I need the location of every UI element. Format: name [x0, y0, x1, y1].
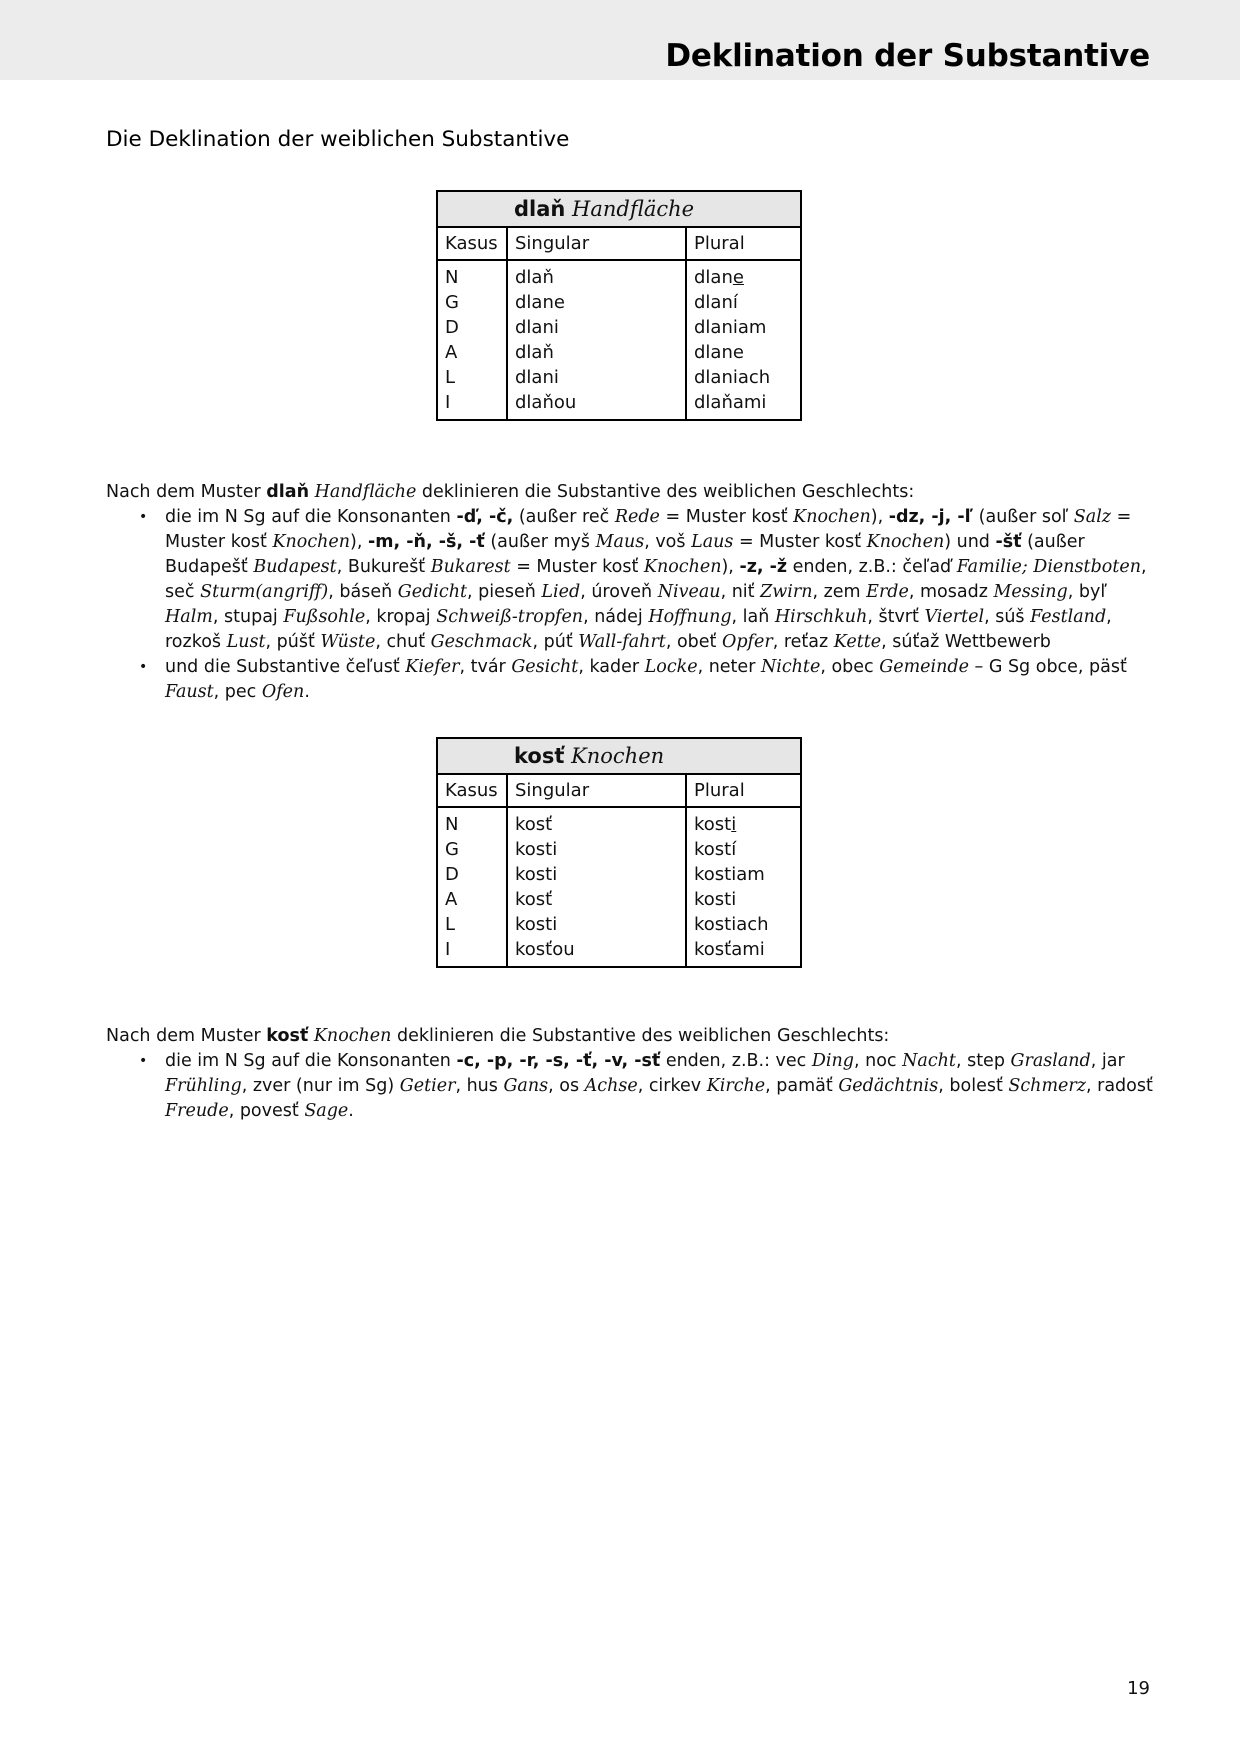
- case-cell: L: [445, 914, 456, 935]
- suffix-run: -m, -ň, -š, -ť: [368, 532, 485, 552]
- chapter-title: Deklination der Substantive: [665, 38, 1150, 74]
- text-run: , jar: [1090, 1051, 1125, 1071]
- pattern-word: kosť: [266, 1026, 309, 1046]
- plural-cell: kostiach: [694, 914, 769, 935]
- text-run: .: [304, 682, 310, 702]
- translation-run: Hirschkuh: [774, 607, 868, 627]
- text-run: , báseň: [328, 582, 398, 602]
- text-run: , chuť: [375, 632, 431, 652]
- singular-cell: kosť: [515, 889, 553, 910]
- singular-cell: kosťou: [515, 939, 575, 960]
- text-run: , bolesť: [938, 1076, 1009, 1096]
- col-header-case: Kasus: [437, 774, 507, 807]
- table-title-word: kosť: [514, 744, 565, 768]
- translation-run: Wüste: [320, 632, 376, 652]
- page-number: 19: [1127, 1678, 1150, 1699]
- translation-run: Maus: [595, 532, 645, 552]
- plural-column: [686, 260, 801, 420]
- translation-run: Sturm(angriff): [200, 582, 329, 602]
- text-run: , voš: [644, 532, 692, 552]
- case-cell: D: [445, 317, 459, 338]
- text-run: , zver (nur im Sg): [241, 1076, 400, 1096]
- case-column: [437, 260, 507, 420]
- translation-run: Gans: [503, 1076, 549, 1096]
- bullet-list: [106, 505, 1156, 705]
- translation-run: Opfer: [721, 632, 773, 652]
- text-run: , zem: [812, 582, 867, 602]
- translation-run: Getier: [399, 1076, 456, 1096]
- declension-table-dlan: [436, 190, 802, 421]
- table-title: [437, 191, 801, 227]
- translation-run: Knochen: [793, 507, 871, 527]
- text-run: (außer Budapešť: [165, 532, 1085, 577]
- text-run: .: [348, 1101, 354, 1121]
- translation-run: Gemeinde: [879, 657, 969, 677]
- text-run: , štvrť: [867, 607, 925, 627]
- singular-cell: dlane: [515, 292, 565, 313]
- case-cell: L: [445, 367, 456, 388]
- col-header-singular: Singular: [507, 227, 686, 260]
- text-span: Nach dem Muster: [106, 1026, 267, 1046]
- plural-cell: [694, 812, 793, 837]
- translation-run: Laus: [691, 532, 734, 552]
- text-run: , obec: [820, 657, 880, 677]
- suffix-run: -c, -p, -r, -s, -ť, -v, -sť: [456, 1051, 661, 1071]
- declension-table-kost: [436, 737, 802, 968]
- suffix-run: -ď, -č,: [456, 507, 514, 527]
- translation-run: Wall-fahrt: [578, 632, 666, 652]
- plural-ending: e: [732, 267, 744, 288]
- text-run: , nádej: [583, 607, 649, 627]
- translation-run: Gedicht: [397, 582, 468, 602]
- text-run: , pieseň: [467, 582, 542, 602]
- translation-run: Freude: [165, 1101, 229, 1121]
- pattern-translation: Knochen: [313, 1026, 392, 1046]
- text-run: – G Sg obce, päsť: [968, 657, 1127, 677]
- translation-run: Hoffnung: [648, 607, 732, 627]
- text-run: , mosadz: [908, 582, 994, 602]
- text-run: , step: [955, 1051, 1011, 1071]
- text-run: = Muster kosť: [659, 507, 794, 527]
- singular-cell: kosti: [515, 839, 558, 860]
- text-run: enden, z.B.: vec: [660, 1051, 812, 1071]
- text-run: , púšť: [265, 632, 321, 652]
- plural-cell: kosti: [694, 889, 737, 910]
- translation-run: Nacht: [902, 1051, 956, 1071]
- text-run: , púť: [532, 632, 579, 652]
- text-run: und die Substantive čeľusť: [165, 657, 406, 677]
- text-run: , os: [548, 1076, 585, 1096]
- text-run: , neter: [697, 657, 761, 677]
- case-cell: I: [445, 392, 451, 413]
- text-run: , súťaž: [881, 632, 945, 652]
- plural-ending: i: [731, 814, 737, 835]
- text-run: , pec: [213, 682, 262, 702]
- translation-run: Locke: [644, 657, 698, 677]
- text-run: Wettbewerb: [944, 632, 1051, 652]
- text-run: , súš: [984, 607, 1031, 627]
- plural-cell: dlaniach: [694, 367, 771, 388]
- text-run: , laň: [731, 607, 775, 627]
- text-run: , niť: [720, 582, 761, 602]
- text-run: die im N Sg auf die Konsonanten: [165, 1051, 457, 1071]
- paragraph-kost-pattern: [106, 1024, 1156, 1124]
- text-run: , kropaj: [365, 607, 437, 627]
- text-run: ),: [721, 557, 740, 577]
- text-run: , radosť: [1086, 1076, 1153, 1096]
- plural-cell: dlaňami: [694, 392, 767, 413]
- text-run: ) und: [944, 532, 996, 552]
- singular-cell: dlani: [515, 367, 559, 388]
- plural-cell: dlaniam: [694, 317, 767, 338]
- singular-cell: dlaň: [515, 267, 554, 288]
- translation-run: Knochen: [643, 557, 722, 577]
- singular-column: [507, 807, 686, 967]
- case-cell: A: [445, 889, 458, 910]
- translation-run: Schweiß-tropfen: [436, 607, 584, 627]
- list-item: [106, 655, 1156, 705]
- translation-run: Nichte: [760, 657, 821, 677]
- plural-cell: [694, 265, 793, 290]
- text-run: , hus: [455, 1076, 504, 1096]
- case-cell: D: [445, 864, 459, 885]
- text-run: (außer soľ: [973, 507, 1074, 527]
- translation-run: Kirche: [706, 1076, 766, 1096]
- translation-run: Zwirn: [760, 582, 813, 602]
- text-run: , tvár: [459, 657, 512, 677]
- translation-run: Gesicht: [511, 657, 579, 677]
- translation-run: Frühling: [165, 1076, 242, 1096]
- col-header-case: Kasus: [437, 227, 507, 260]
- text-span: Nach dem Muster: [106, 482, 267, 502]
- translation-run: Messing: [993, 582, 1068, 602]
- plural-stem: kost: [694, 814, 732, 835]
- translation-run: Achse: [584, 1076, 638, 1096]
- plural-cell: dlane: [694, 342, 744, 363]
- translation-run: Rede: [614, 507, 660, 527]
- text-run: , stupaj: [212, 607, 284, 627]
- singular-cell: dlaň: [515, 342, 554, 363]
- text-run: (außer myš: [484, 532, 596, 552]
- text-run: , seč: [165, 557, 1147, 602]
- text-run: = Muster kosť: [733, 532, 867, 552]
- translation-run: Ding: [811, 1051, 854, 1071]
- translation-run: Erde: [866, 582, 909, 602]
- table-title-translation: Handfläche: [572, 197, 695, 221]
- singular-column: [507, 260, 686, 420]
- translation-run: Viertel: [924, 607, 985, 627]
- text-run: , kader: [578, 657, 645, 677]
- pattern-translation: Handfläche: [314, 482, 417, 502]
- translation-run: Familie; Dienstboten: [956, 557, 1141, 577]
- col-header-singular: Singular: [507, 774, 686, 807]
- case-cell: A: [445, 342, 458, 363]
- translation-run: Kette: [833, 632, 882, 652]
- suffix-run: -dz, -j, -ľ: [888, 507, 974, 527]
- translation-run: Lied: [541, 582, 581, 602]
- translation-run: Knochen: [272, 532, 351, 552]
- singular-cell: kosti: [515, 914, 558, 935]
- translation-run: Festland: [1030, 607, 1107, 627]
- translation-run: Fußsohle: [283, 607, 366, 627]
- text-span: deklinieren die Substantive des weiblichen Geschlechts:: [416, 482, 915, 502]
- text-run: die im N Sg auf die Konsonanten: [165, 507, 457, 527]
- singular-cell: dlaňou: [515, 392, 577, 413]
- suffix-run: -z, -ž: [739, 557, 788, 577]
- text-run: , Bukurešť: [336, 557, 431, 577]
- translation-run: Geschmack: [430, 632, 533, 652]
- singular-cell: kosť: [515, 814, 553, 835]
- case-cell: N: [445, 267, 459, 288]
- col-header-plural: Plural: [686, 774, 801, 807]
- case-cell: N: [445, 814, 459, 835]
- suffix-run: -šť: [995, 532, 1022, 552]
- list-item: [106, 505, 1156, 655]
- section-title: Die Deklination der weiblichen Substantive: [106, 127, 570, 152]
- translation-run: Halm: [165, 607, 213, 627]
- translation-run: Salz: [1073, 507, 1112, 527]
- bullet-list: [106, 1049, 1156, 1124]
- translation-run: Ofen: [261, 682, 305, 702]
- plural-column: [686, 807, 801, 967]
- plural-cell: dlaní: [694, 292, 738, 313]
- case-cell: I: [445, 939, 451, 960]
- translation-run: Knochen: [866, 532, 945, 552]
- singular-cell: kosti: [515, 864, 558, 885]
- plural-cell: kostí: [694, 839, 737, 860]
- case-cell: G: [445, 292, 459, 313]
- table-title: [437, 738, 801, 774]
- text-run: enden, z.B.: čeľaď: [787, 557, 957, 577]
- singular-cell: dlani: [515, 317, 559, 338]
- text-run: , úroveň: [580, 582, 658, 602]
- text-run: = Muster kosť: [510, 557, 644, 577]
- paragraph-dlan-pattern: [106, 480, 1156, 705]
- text-run: , pamäť: [765, 1076, 839, 1096]
- table-title-word: dlaň: [514, 197, 566, 221]
- plural-stem: dlan: [694, 267, 733, 288]
- plural-cell: kosťami: [694, 939, 765, 960]
- text-run: = Muster kosť: [165, 507, 1132, 552]
- text-run: , noc: [853, 1051, 903, 1071]
- list-item: [106, 1049, 1156, 1124]
- translation-run: Lust: [226, 632, 266, 652]
- text-run: , obeť: [665, 632, 722, 652]
- case-cell: G: [445, 839, 459, 860]
- paragraph-intro: [106, 1024, 1156, 1049]
- translation-run: Faust: [165, 682, 214, 702]
- translation-run: Budapest: [253, 557, 337, 577]
- col-header-plural: Plural: [686, 227, 801, 260]
- text-run: ),: [350, 532, 368, 552]
- text-run: (außer reč: [513, 507, 615, 527]
- table-title-translation: Knochen: [571, 744, 665, 768]
- translation-run: Kiefer: [405, 657, 460, 677]
- text-run: , reťaz: [772, 632, 834, 652]
- text-run: ),: [870, 507, 889, 527]
- translation-run: Gedächtnis: [838, 1076, 939, 1096]
- text-run: , rozkoš: [165, 607, 1112, 652]
- translation-run: Grasland: [1010, 1051, 1091, 1071]
- pattern-word: dlaň: [266, 482, 310, 502]
- translation-run: Sage: [304, 1101, 349, 1121]
- text-span: deklinieren die Substantive des weiblichen Geschlechts:: [391, 1026, 890, 1046]
- case-column: [437, 807, 507, 967]
- translation-run: Schmerz: [1008, 1076, 1086, 1096]
- text-run: , byľ: [1067, 582, 1107, 602]
- translation-run: Niveau: [657, 582, 721, 602]
- paragraph-intro: [106, 480, 1156, 505]
- translation-run: Bukarest: [430, 557, 511, 577]
- text-run: , povesť: [228, 1101, 305, 1121]
- plural-cell: kostiam: [694, 864, 765, 885]
- text-run: , cirkev: [637, 1076, 707, 1096]
